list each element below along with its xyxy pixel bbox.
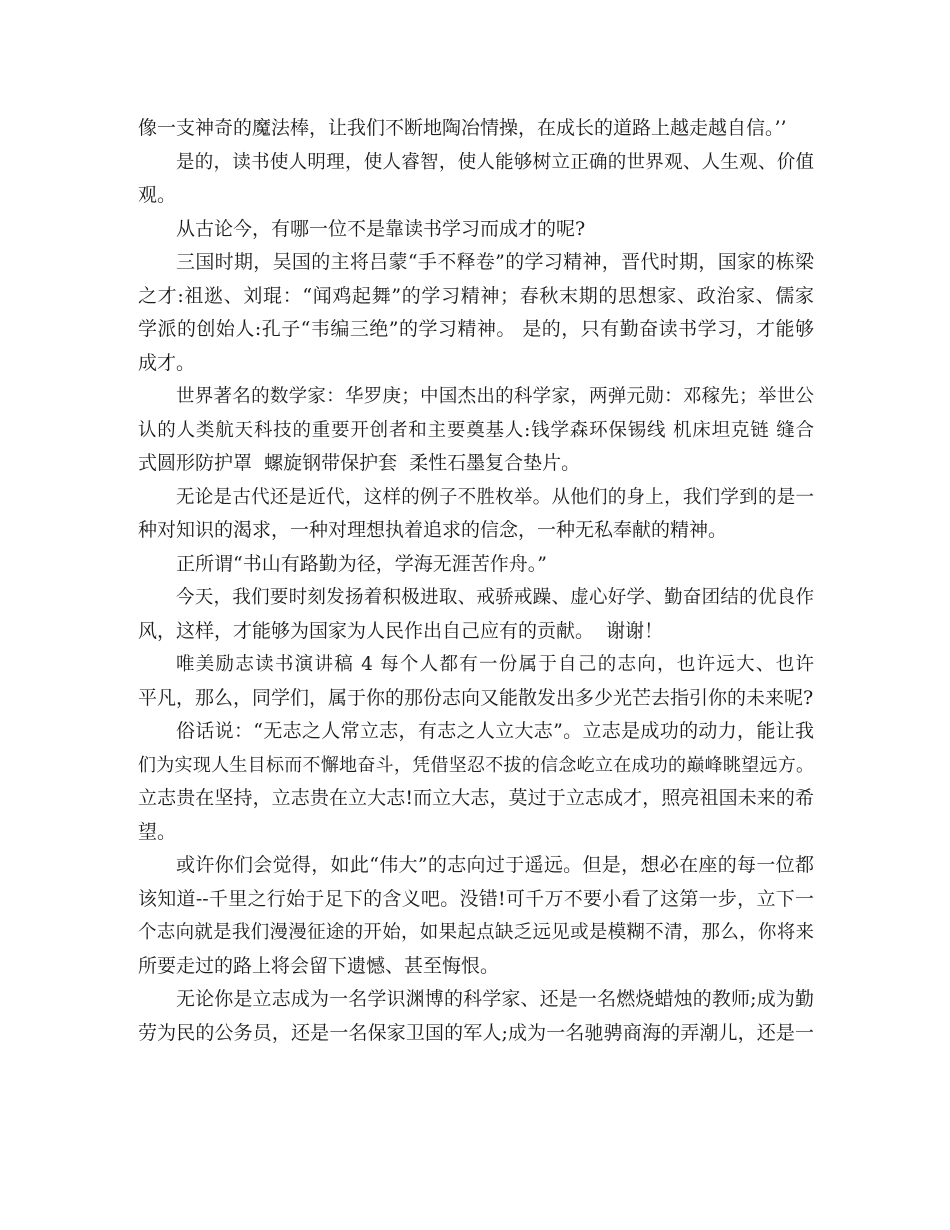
text-line: 像一支神奇的魔法棒，让我们不断地陶冶情操，在成长的道路上越走越自信。’’ — [138, 117, 787, 139]
text-line: 立志贵在坚持，立志贵在立大志!而立大志，莫过于立志成才，照亮祖国未来的希 — [138, 787, 814, 809]
text-line: 唯美励志读书演讲稿 4 每个人都有一份属于自己的志向，也许远大、也许 — [176, 654, 814, 675]
text-line: 世界著名的数学家：华罗庚；中国杰出的科学家，两弹元勋：邓稼先；举世公 — [176, 386, 814, 407]
text-line: 无论你是立志成为一名学识渊博的科学家、还是一名燃烧蜡烛的教师;成为勤 — [176, 988, 814, 1010]
text-line: 种对知识的渴求，一种对理想执着追求的信念，一种无私奉献的精神。 — [138, 519, 728, 541]
text-line: 式圆形防护罩 螺旋钢带保护套 柔性石墨复合垫片。 — [138, 452, 581, 474]
text-line: 成才。 — [138, 351, 196, 374]
text-line: 认的人类航天科技的重要开创者和主要奠基人:钱学森环保锡线 机床坦克链 缝合 — [138, 419, 814, 441]
text-line: 无论是古代还是近代，这样的例子不胜枚举。从他们的身上，我们学到的是一 — [176, 486, 814, 508]
text-line: 望。 — [138, 820, 177, 843]
text-line: 之才:祖逖、刘琨：“闻鸡起舞”的学习精神；春秋末期的思想家、政治家、儒家 — [138, 284, 814, 307]
text-line: 学派的创始人:孔子“韦编三绝”的学习精神。 是的，只有勤奋读书学习，才能够 — [138, 318, 814, 340]
text-line: 从古论今，有哪一位不是靠读书学习而成才的呢? — [176, 217, 586, 240]
text-line: 观。 — [138, 184, 177, 206]
text-line: 是的，读书使人明理，使人睿智，使人能够树立正确的世界观、人生观、价值 — [176, 151, 814, 173]
text-line: 平凡，那么，同学们，属于你的那份志向又能散发出多少光芒去指引你的未来呢? — [138, 686, 814, 709]
text-line: 俗话说：“无志之人常立志，有志之人立大志”。立志是成功的动力，能让我 — [176, 720, 814, 742]
text-line: 今天，我们要时刻发扬着积极进取、戒骄戒躁、虚心好学、勤奋团结的优良作 — [176, 587, 814, 608]
text-line: 该知道--千里之行始于足下的含义吧。没错!可千万不要小看了这第一步，立下一 — [138, 887, 814, 910]
text-line: 风，这样，才能够为国家为人民作出自己应有的贡献。 谢谢！ — [138, 619, 664, 642]
document-body — [138, 112, 814, 1050]
text-line: 正所谓“书山有路勤为径，学海无涯苦作舟。” — [176, 552, 547, 575]
text-line: 三国时期，吴国的主将吕蒙“手不释卷”的学习精神，晋代时期，国家的栋梁 — [176, 251, 814, 273]
text-line: 们为实现人生目标而不懈地奋斗，凭借坚忍不拔的信念屹立在成功的巅峰眺望远方。 — [138, 754, 814, 776]
text-line: 或许你们会觉得，如此“伟大”的志向过于遥远。但是，想必在座的每一位都 — [176, 854, 814, 876]
text-line: 所要走过的路上将会留下遗憾、甚至悔恨。 — [138, 954, 500, 977]
text-line: 劳为民的公务员，还是一名保家卫国的军人;成为一名驰骋商海的弄潮儿，还是一 — [138, 1021, 814, 1044]
text-line: 个志向就是我们漫漫征途的开始，如果起点缺乏远见或是模糊不清，那么，你将来 — [138, 922, 814, 943]
